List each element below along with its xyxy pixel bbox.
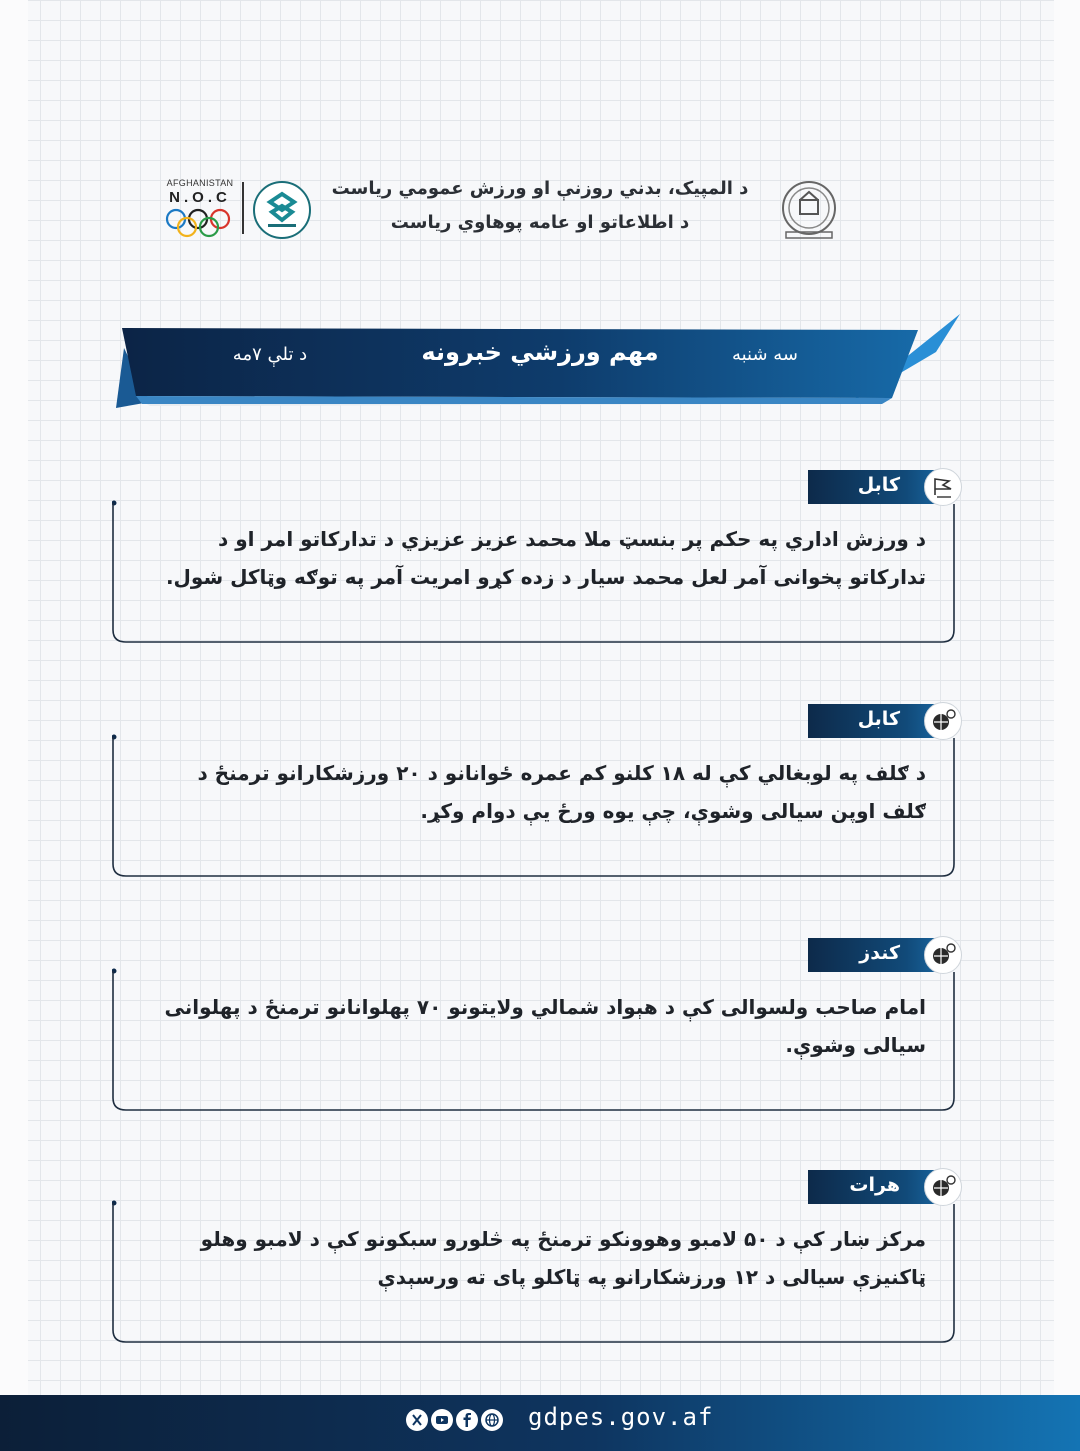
news-card-1 — [112, 470, 956, 646]
news-card-2 — [112, 704, 956, 880]
sports-flag-icon — [924, 468, 962, 506]
banner-title: مهم ورزشي خبرونه — [421, 338, 659, 366]
website-link[interactable]: gdpes.gov.af — [528, 1403, 714, 1431]
header-line-2: د اطلاعاتو او عامه پوهاوي ریاست — [390, 212, 690, 233]
afghanistan-noc-logo — [160, 178, 240, 242]
location-label: هرات — [849, 1174, 900, 1196]
news-text: د ګلف په لوبغالي کې له ۱۸ کلنو کم عمره ځوانانو د ۲۰ ورزشکارانو ترمنځ د ګلف اوپن سیالی وشوې، چې یوه ورځ یې دوام وکړ. — [197, 761, 926, 823]
header-line-1: د المپیک، بدني روزنې او ورزش عمومي ریاست — [331, 178, 749, 199]
location-label: کابل — [857, 474, 900, 496]
banner-day: سه شنبه — [731, 344, 799, 365]
sports-balls-icon — [924, 1168, 962, 1206]
afghanistan-sports-logo — [252, 180, 312, 240]
youtube-icon[interactable] — [431, 1409, 453, 1431]
sports-balls-icon — [924, 702, 962, 740]
news-text: امام صاحب ولسوالی کې د هېواد شمالي ولایتونو ۷۰ پهلوانانو ترمنځ د پهلوانی سیالی وشوې. — [164, 995, 926, 1057]
location-label: کابل — [857, 708, 900, 730]
news-text: د ورزش اداري په حکم پر بنسټ ملا محمد عزیز عزیزي د تدارکاتو امر او د تدارکاتو پخوانی آمر لعل محمد سیار د زده کړو امریت آمر په توګه وټاکل شول. — [165, 527, 926, 589]
footer-bar — [0, 1395, 1080, 1451]
location-tag — [808, 704, 948, 738]
page-margin-left — [0, 0, 28, 1395]
x-icon[interactable] — [406, 1409, 428, 1431]
location-tag — [808, 938, 948, 972]
news-text: مرکز ښار کې د ۵۰ لامبو وهوونکو ترمنځ په څلورو سبکونو کې د لامبو وهلو ټاکنیزې سیالی د ۱۲ ورزشکارانو په ټاکلو پای ته ورسېدې — [200, 1227, 926, 1289]
news-card-3 — [112, 938, 956, 1114]
noc-abbr: N.O.C — [169, 189, 231, 206]
logo-divider — [242, 182, 244, 234]
news-card-4 — [112, 1170, 956, 1346]
page-margin-right — [1054, 0, 1080, 1395]
location-tag — [808, 470, 948, 504]
banner-date: د تلې ۷مه — [232, 344, 308, 365]
location-label: کندز — [859, 942, 900, 964]
facebook-icon[interactable] — [456, 1409, 478, 1431]
social-links — [406, 1409, 503, 1431]
national-emblem-icon — [776, 178, 842, 242]
header-titles — [330, 172, 750, 240]
globe-icon[interactable] — [481, 1409, 503, 1431]
sports-balls-icon — [924, 936, 962, 974]
location-tag — [808, 1170, 948, 1204]
olympic-rings-icon — [160, 206, 240, 240]
noc-country: AFGHANISTAN — [166, 178, 234, 188]
